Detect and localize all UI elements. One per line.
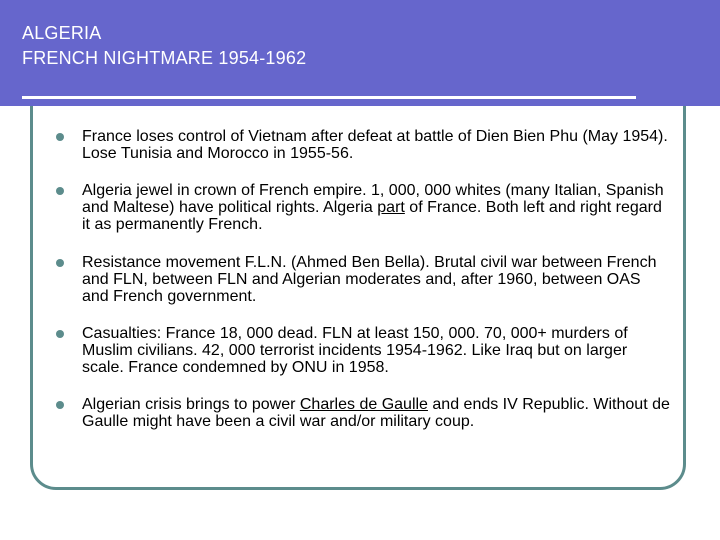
bullet-text: France loses control of Vietnam after defeat at battle of Dien Bien Phu (May 1954). Lose Tunisia and Morocco in 1955-56. xyxy=(82,128,668,162)
bullet-text-underlined: part xyxy=(377,199,405,216)
slide-title xyxy=(22,21,306,71)
bullet-text: Casualties: France 18, 000 dead. FLN at least 150, 000. 70, 000+ murders of Muslim civilians. 42, 000 terrorist incidents 1954-1962. Like Iraq but on larger scale. France condemned by ONU in 1958. xyxy=(82,325,628,376)
bullet-item-de-gaulle xyxy=(50,396,670,430)
bullet-text-after: of France. Both left and right regard it as permanently French. xyxy=(82,199,662,233)
bullet-list xyxy=(50,128,670,450)
slide-title-line-2: FRENCH NIGHTMARE 1954-1962 xyxy=(22,48,307,68)
bullet-item-algeria-jewel xyxy=(50,182,670,233)
bullet-item-casualties xyxy=(50,325,670,376)
bullet-text-underlined: Charles de Gaulle xyxy=(299,396,428,413)
slide-title-line-1: ALGERIA xyxy=(22,23,102,43)
bullet-text-before: Algeria jewel in crown of French empire. 1, 000, 000 whites (many Italian, Spanish and Maltese) have political rights. Algeria xyxy=(82,182,664,216)
bullet-dot-icon xyxy=(56,330,64,338)
bullet-dot-icon xyxy=(56,259,64,267)
bullet-text-after: and ends IV Republic. Without de Gaulle might have been a civil war and/or military coup. xyxy=(82,396,670,430)
bullet-text-before: Algerian crisis brings to power xyxy=(82,396,300,413)
bullet-dot-icon xyxy=(56,187,64,195)
bullet-dot-icon xyxy=(56,133,64,141)
bullet-item-vietnam xyxy=(50,128,670,162)
bullet-text: Resistance movement F.L.N. (Ahmed Ben Bella). Brutal civil war between French and FLN, between FLN and Algerian moderates and, after 1960, between OAS and French government. xyxy=(82,254,657,305)
title-divider xyxy=(22,96,636,99)
title-bar xyxy=(0,0,720,106)
bullet-item-resistance xyxy=(50,254,670,305)
bullet-dot-icon xyxy=(56,401,64,409)
